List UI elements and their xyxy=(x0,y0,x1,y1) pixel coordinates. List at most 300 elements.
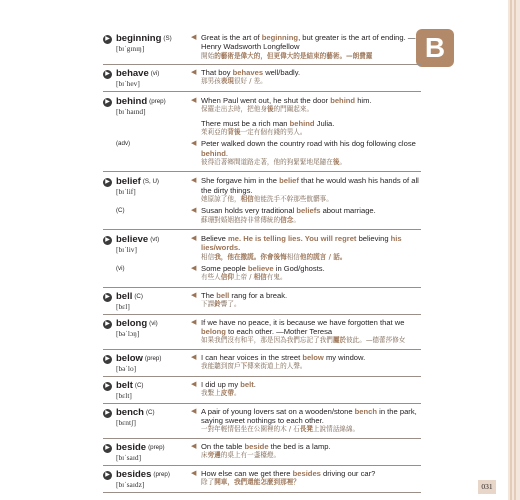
example-chinese xyxy=(201,195,421,204)
examples-column xyxy=(191,291,421,310)
example-line xyxy=(191,353,421,372)
part-of-speech: (vi) xyxy=(149,319,158,327)
part-of-speech: (vt) xyxy=(150,235,160,243)
examples-column xyxy=(191,206,421,225)
play-audio-icon[interactable]: ▶ xyxy=(103,35,112,44)
headword xyxy=(116,442,191,453)
play-audio-icon[interactable]: ▶ xyxy=(103,293,112,302)
speaker-icon[interactable]: ◀ xyxy=(191,177,197,185)
headword-highlight: behaves xyxy=(232,68,264,78)
headword-highlight: besides xyxy=(292,468,321,478)
sense-row xyxy=(103,407,421,435)
example-chinese xyxy=(201,273,421,282)
examples-column xyxy=(191,353,421,372)
example-block xyxy=(191,68,421,87)
example-group xyxy=(191,264,421,283)
example-text: The xyxy=(201,290,217,300)
entry-besides xyxy=(103,466,421,493)
example-text: 一對年輕情侶坐在公園裡的木 / 石 xyxy=(201,425,300,434)
speaker-icon[interactable]: ◀ xyxy=(191,407,197,415)
example-body xyxy=(201,291,421,310)
phonetic: [bɛlt] xyxy=(116,390,132,400)
example-group xyxy=(191,469,421,488)
part-of-speech: (C) xyxy=(134,381,144,389)
play-audio-icon[interactable]: ▶ xyxy=(103,70,112,79)
example-body xyxy=(201,380,421,399)
translation-highlight: 後 xyxy=(266,105,274,114)
headword xyxy=(116,407,191,418)
example-english xyxy=(201,353,421,362)
speaker-icon[interactable]: ◀ xyxy=(191,469,197,477)
example-group xyxy=(191,176,421,204)
headword-column xyxy=(103,469,191,489)
entry-bench xyxy=(103,404,421,439)
example-text: 茱莉亞的 xyxy=(201,128,228,137)
headword xyxy=(116,176,191,187)
sense-row xyxy=(103,206,421,225)
example-body xyxy=(201,33,421,61)
headword-column xyxy=(103,291,191,311)
example-line xyxy=(191,68,421,87)
example-group xyxy=(191,442,421,461)
example-line xyxy=(191,96,421,115)
example-group xyxy=(191,234,421,262)
tab-stripe xyxy=(514,0,516,500)
translation-highlight: 長凳 xyxy=(299,425,313,434)
example-group xyxy=(191,96,421,137)
example-group xyxy=(191,353,421,372)
speaker-icon[interactable]: ◀ xyxy=(191,318,197,326)
speaker-icon[interactable]: ◀ xyxy=(191,353,197,361)
headword-text: beginning xyxy=(116,33,162,44)
play-audio-icon[interactable]: ▶ xyxy=(103,236,112,245)
phonetic: [bɪˈsaɪd] xyxy=(116,452,142,462)
headword-text: bell xyxy=(116,290,133,302)
headword-column xyxy=(103,318,191,338)
part-of-speech: (C) xyxy=(134,292,143,300)
sense-row xyxy=(103,442,421,462)
example-text: How else can we get there xyxy=(201,468,293,478)
example-block xyxy=(191,264,421,283)
translation-highlight: 信念 xyxy=(280,215,294,224)
example-text: 床 xyxy=(201,450,208,459)
headword-column xyxy=(103,33,191,53)
example-english xyxy=(201,291,421,300)
headword xyxy=(116,33,191,44)
headword-text: belt xyxy=(116,379,133,391)
sense-row xyxy=(103,139,421,167)
example-block xyxy=(191,96,421,115)
example-text: 下課 xyxy=(201,299,215,308)
example-group xyxy=(191,291,421,310)
headword-highlight: behind xyxy=(330,96,356,106)
examples-column xyxy=(191,234,421,262)
example-text: 上帝 / xyxy=(233,273,254,282)
example-line xyxy=(191,176,421,204)
example-block xyxy=(191,442,421,461)
example-english xyxy=(201,33,421,52)
example-text: 他能洗手不幹那些骯髒事。 xyxy=(253,195,333,204)
example-line xyxy=(191,264,421,283)
headword-text: behind xyxy=(116,96,148,108)
example-text: 保羅走出去時，把他身 xyxy=(201,105,267,114)
example-text: in God/ghosts. xyxy=(273,263,325,273)
speaker-icon[interactable]: ◀ xyxy=(191,69,197,77)
example-text: 我能聽到窗戶 xyxy=(201,361,241,370)
example-chinese xyxy=(201,362,421,371)
example-text: 如果我們沒有和平，那是因為我們忘記了我們 xyxy=(201,336,333,345)
sense-row xyxy=(103,96,421,137)
headword xyxy=(116,353,191,364)
example-line xyxy=(191,206,421,225)
example-text: 有鬼。 xyxy=(266,273,287,282)
side-tab-bar xyxy=(508,0,520,500)
sense-row xyxy=(103,33,421,61)
example-text: Susan holds very traditional xyxy=(201,206,297,216)
sense-part-of-speech: (adv) xyxy=(116,140,131,148)
example-text: to each other. —Mother Teresa xyxy=(225,326,333,336)
examples-column xyxy=(191,469,421,488)
example-english xyxy=(201,318,421,337)
headword-text: belief xyxy=(116,176,141,188)
example-body xyxy=(201,353,421,372)
headword-highlight: believe xyxy=(247,263,274,273)
example-body xyxy=(201,318,421,346)
part-of-speech: (S) xyxy=(163,35,172,42)
example-english xyxy=(201,264,421,273)
example-text: 一定有個有錢的男人。 xyxy=(240,128,307,137)
headword xyxy=(116,291,191,302)
translation-highlight: 皮帶 xyxy=(220,388,234,397)
speaker-icon[interactable]: ◀ xyxy=(191,380,197,388)
example-text: Peter walked down the country road with his dog following close xyxy=(201,139,416,149)
sense-row xyxy=(103,68,421,88)
headword-highlight: belt xyxy=(240,379,254,389)
example-english xyxy=(201,139,421,158)
headword-column xyxy=(103,407,191,427)
example-english xyxy=(201,469,421,478)
speaker-spacer xyxy=(191,119,201,138)
example-text: 彼此。—德蕾莎修女 xyxy=(346,336,406,345)
example-block xyxy=(191,33,421,61)
headword-column xyxy=(103,139,191,148)
translation-highlight: 他的謊言 / 話。 xyxy=(299,252,347,261)
example-text: 有些人 xyxy=(201,273,221,282)
speaker-icon[interactable]: ◀ xyxy=(191,34,197,41)
example-chinese xyxy=(201,216,421,225)
play-audio-icon[interactable]: ▶ xyxy=(103,382,112,391)
play-audio-icon[interactable]: ▶ xyxy=(103,178,112,187)
example-text: . xyxy=(225,148,229,158)
tab-stripe xyxy=(510,0,512,500)
example-group xyxy=(191,407,421,435)
examples-column xyxy=(191,407,421,435)
phonetic: [bɛntʃ] xyxy=(116,417,136,427)
example-text: 。 xyxy=(293,215,300,224)
examples-column xyxy=(191,96,421,137)
example-group xyxy=(191,33,421,61)
example-block xyxy=(191,139,421,167)
example-text: him. xyxy=(355,96,372,106)
examples-column xyxy=(191,68,421,87)
example-chinese xyxy=(201,300,421,309)
example-line xyxy=(191,407,421,435)
example-english xyxy=(201,407,421,426)
example-text: about marriage. xyxy=(320,206,376,216)
example-english xyxy=(201,206,421,215)
translation-highlight: 我，他在撒謊。你會後悔 xyxy=(214,252,287,261)
speaker-icon[interactable]: ◀ xyxy=(191,442,197,450)
example-text: On the table xyxy=(201,441,245,451)
example-group xyxy=(191,68,421,87)
part-of-speech: (C) xyxy=(145,408,155,416)
entry-bell xyxy=(103,288,421,315)
phonetic: [bəˈlɔŋ] xyxy=(116,328,140,338)
example-group xyxy=(191,139,421,167)
sense-row xyxy=(103,291,421,311)
headword-text: belong xyxy=(116,317,148,329)
example-line xyxy=(191,139,421,167)
headword xyxy=(116,68,191,79)
example-text: 響了。 xyxy=(220,299,241,308)
example-chinese xyxy=(201,52,421,61)
example-body xyxy=(201,407,421,435)
sense-row xyxy=(103,353,421,373)
entry-beginning xyxy=(103,30,421,65)
headword xyxy=(116,96,191,107)
example-chinese xyxy=(201,478,421,487)
sense-row xyxy=(103,380,421,400)
example-group xyxy=(191,318,421,346)
translation-highlight: 屬於 xyxy=(332,336,347,345)
headword-highlight: beginning xyxy=(261,33,299,42)
examples-column xyxy=(191,176,421,204)
headword-highlight: behind xyxy=(289,118,315,128)
example-text: , but greater is the art of ending. —Henry Wadsworth Longfellow xyxy=(201,33,416,52)
example-text: well/badly. xyxy=(263,68,301,78)
translation-highlight: 旁邊 xyxy=(207,450,221,459)
translation-highlight: 的藝術是偉大的，但更偉大的是結束的藝術。—朗費羅 xyxy=(214,51,373,60)
translation-highlight: 信仰 xyxy=(220,273,234,282)
example-text: 的桌上有一盞檯燈。 xyxy=(220,450,281,459)
phonetic: [bɪˈlif] xyxy=(116,187,136,197)
part-of-speech: (prep) xyxy=(148,443,165,451)
play-audio-icon[interactable]: ▶ xyxy=(103,444,112,453)
example-body xyxy=(201,96,421,115)
example-body xyxy=(201,469,421,488)
translation-highlight: 表現 xyxy=(220,77,234,86)
speaker-icon[interactable]: ◀ xyxy=(191,140,197,148)
letter-tab xyxy=(436,0,520,500)
example-text: 上說情話綿綿。 xyxy=(312,425,360,434)
sense-row xyxy=(103,469,421,489)
headword-column xyxy=(103,96,191,116)
example-text: When Paul went out, he shut the door xyxy=(201,96,331,106)
example-line xyxy=(191,318,421,346)
headword-highlight: beside xyxy=(244,441,269,451)
example-line xyxy=(191,291,421,310)
phonetic: [bɪˈhaɪnd] xyxy=(116,107,146,117)
example-text: 我繫上 xyxy=(201,388,221,397)
example-chinese xyxy=(201,425,421,434)
example-body xyxy=(201,442,421,461)
speaker-icon[interactable]: ◀ xyxy=(191,97,197,105)
example-english xyxy=(201,234,421,253)
headword-column xyxy=(103,442,191,462)
play-audio-icon[interactable]: ▶ xyxy=(103,471,112,480)
example-body xyxy=(201,264,421,283)
sense-row xyxy=(103,264,421,283)
speaker-icon[interactable]: ◀ xyxy=(191,234,197,242)
example-text: 她原諒了他， xyxy=(201,195,241,204)
example-body xyxy=(201,68,421,87)
example-english xyxy=(201,442,421,451)
example-text: 蘇珊對婚姻抱持非常傳統的 xyxy=(201,215,281,224)
entry-belief xyxy=(103,172,421,230)
example-body xyxy=(201,139,421,167)
translation-highlight: 背後 xyxy=(227,128,241,137)
example-text: I did up my xyxy=(201,379,241,389)
example-block xyxy=(191,119,421,138)
part-of-speech: (prep) xyxy=(144,354,162,362)
speaker-icon[interactable]: ◀ xyxy=(191,291,197,299)
example-chinese xyxy=(201,451,421,460)
translation-highlight: 開車，我們還能怎麼到那裡？ xyxy=(214,477,300,486)
part-of-speech: (prep) xyxy=(153,470,170,478)
phonetic: [bɛl] xyxy=(116,301,130,311)
example-text: Believe xyxy=(201,233,226,243)
example-body xyxy=(201,234,421,262)
examples-column xyxy=(191,380,421,399)
entry-belong xyxy=(103,315,421,350)
example-text: A pair of young lovers sat on a wooden/stone xyxy=(201,406,355,416)
part-of-speech: (prep) xyxy=(149,98,166,106)
example-chinese xyxy=(201,389,421,398)
example-chinese xyxy=(201,105,421,114)
phonetic: [bəˈlo] xyxy=(116,363,137,373)
example-text: my window. xyxy=(323,352,366,362)
example-block xyxy=(191,380,421,399)
example-block xyxy=(191,318,421,346)
examples-column xyxy=(191,318,421,346)
example-english xyxy=(201,380,421,389)
example-text: . xyxy=(253,379,256,389)
example-block xyxy=(191,291,421,310)
translation-highlight: 後 xyxy=(332,158,340,167)
example-block xyxy=(191,469,421,488)
example-text: Some people xyxy=(201,263,248,273)
speaker-icon[interactable]: ◀ xyxy=(191,264,197,272)
example-chinese xyxy=(201,128,421,137)
play-audio-icon[interactable]: ▶ xyxy=(103,320,112,329)
example-block xyxy=(191,176,421,204)
headword-highlight: belief xyxy=(279,176,299,186)
example-text: 很好 / 差。 xyxy=(233,77,267,86)
example-line xyxy=(191,33,421,61)
headword xyxy=(116,469,191,480)
play-audio-icon[interactable]: ▶ xyxy=(103,98,112,107)
example-line xyxy=(191,234,421,262)
example-line xyxy=(191,380,421,399)
sense-row xyxy=(103,234,421,262)
play-audio-icon[interactable]: ▶ xyxy=(103,355,112,364)
example-text: in the park, saying sweet nothings to each other. xyxy=(201,406,417,425)
entry-list xyxy=(103,30,421,493)
entry-beside xyxy=(103,439,421,466)
play-audio-icon[interactable]: ▶ xyxy=(103,409,112,418)
example-group xyxy=(191,380,421,399)
example-line xyxy=(191,119,421,138)
example-text: That boy xyxy=(201,68,233,78)
headword xyxy=(116,234,191,245)
entry-behind xyxy=(103,92,421,172)
example-text: 除了 xyxy=(201,477,215,486)
example-text: 傳來街道上的人聲。 xyxy=(247,361,307,370)
headword-highlight: me. He is telling lies. You will regret xyxy=(225,233,359,243)
example-english xyxy=(201,176,421,195)
headword-highlight: beliefs xyxy=(296,206,321,216)
example-text: I can hear voices in the street xyxy=(201,352,303,362)
headword-column xyxy=(103,206,191,215)
headword-text: behave xyxy=(116,68,149,80)
example-text: the bed is a lamp. xyxy=(268,441,331,451)
headword-highlight: bell xyxy=(216,290,230,300)
entry-behave xyxy=(103,65,421,92)
phonetic: [bɪˈhev] xyxy=(116,79,140,89)
examples-column xyxy=(191,264,421,283)
sense-part-of-speech: (vi) xyxy=(116,264,125,272)
example-chinese xyxy=(201,158,421,167)
example-text: 的門關起來。 xyxy=(273,105,314,114)
entry-below xyxy=(103,350,421,377)
example-text: Julia. xyxy=(314,118,335,128)
example-chinese xyxy=(201,253,421,262)
entry-believe xyxy=(103,230,421,288)
speaker-icon[interactable]: ◀ xyxy=(191,207,197,215)
headword-column xyxy=(103,176,191,196)
example-english xyxy=(201,68,421,77)
example-text: 相信 xyxy=(201,252,215,261)
part-of-speech: (S, U) xyxy=(142,178,159,186)
example-body xyxy=(201,119,421,138)
phonetic: [bɪˈsaɪdz] xyxy=(116,479,145,489)
sense-row xyxy=(103,176,421,204)
headword-highlight: his lies/words. xyxy=(201,233,402,253)
example-text: believing xyxy=(358,233,389,243)
headword-text: bench xyxy=(116,406,144,418)
example-block xyxy=(191,234,421,262)
headword-column xyxy=(103,380,191,400)
entry-belt xyxy=(103,377,421,404)
part-of-speech: (vi) xyxy=(150,70,160,78)
example-text: 開始 xyxy=(201,51,215,60)
example-chinese xyxy=(201,77,421,86)
section-letter: B xyxy=(416,29,454,67)
example-chinese xyxy=(201,336,421,345)
example-text: that he would wash his hands of all the dirty things. xyxy=(201,176,419,195)
headword-highlight: belong xyxy=(201,326,226,336)
headword-text: believe xyxy=(116,233,149,245)
headword-text: below xyxy=(116,352,143,364)
sense-part-of-speech: (C) xyxy=(116,207,125,215)
translation-highlight: 下 xyxy=(240,361,248,370)
example-text: There must be a rich man xyxy=(201,118,290,128)
headword xyxy=(116,318,191,329)
example-group xyxy=(191,206,421,225)
translation-highlight: 相信 xyxy=(240,195,254,204)
example-block xyxy=(191,407,421,435)
examples-column xyxy=(191,442,421,461)
